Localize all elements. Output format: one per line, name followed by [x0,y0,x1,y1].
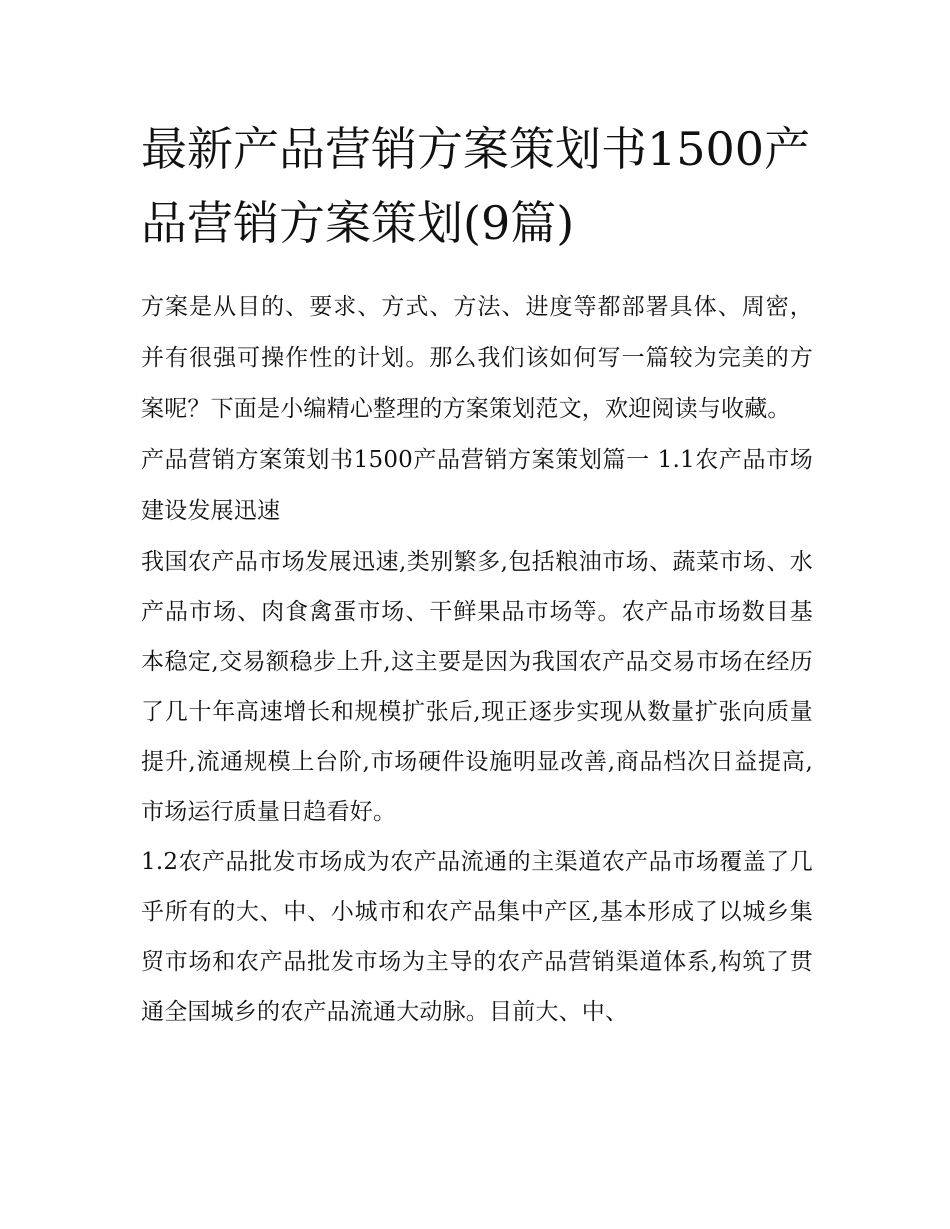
document-title: 最新产品营销方案策划书1500产品营销方案策划(9篇) [141,122,811,250]
wholesale-market-paragraph: 1.2农产品批发市场成为农产品流通的主渠道农产品市场覆盖了几乎所有的大、中、小城市和农产品集中产区,基本形成了以城乡集贸市场和农产品批发市场为主导的农产品营销渠道体系,构筑了贯通全国城乡的农产品流通大动脉。目前大、中、 [141,849,813,1025]
document-page [141,112,813,1037]
market-development-paragraph: 我国农产品市场发展迅速,类别繁多,包括粮油市场、蔬菜市场、水产品市场、肉食禽蛋市场、干鲜果品市场等。农产品市场数目基本稳定,交易额稳步上升,这主要是因为我国农产品交易市场在经历了几十年高速增长和规模扩张后,现正逐步实现从数量扩张向质量提升,流通规模上台阶,市场硬件设施明显改善,商品档次日益提高,市场运行质量日趋看好。 [141,549,813,825]
intro-paragraph: 方案是从目的、要求、方式、方法、进度等都部署具体、周密，并有很强可操作性的计划。那么我们该如何写一篇较为完美的方案呢？下面是小编精心整理的方案策划范文，欢迎阅读与收藏。 [141,294,813,422]
section-heading-paragraph: 产品营销方案策划书1500产品营销方案策划篇一 1.1农产品市场建设发展迅速 [141,447,813,524]
